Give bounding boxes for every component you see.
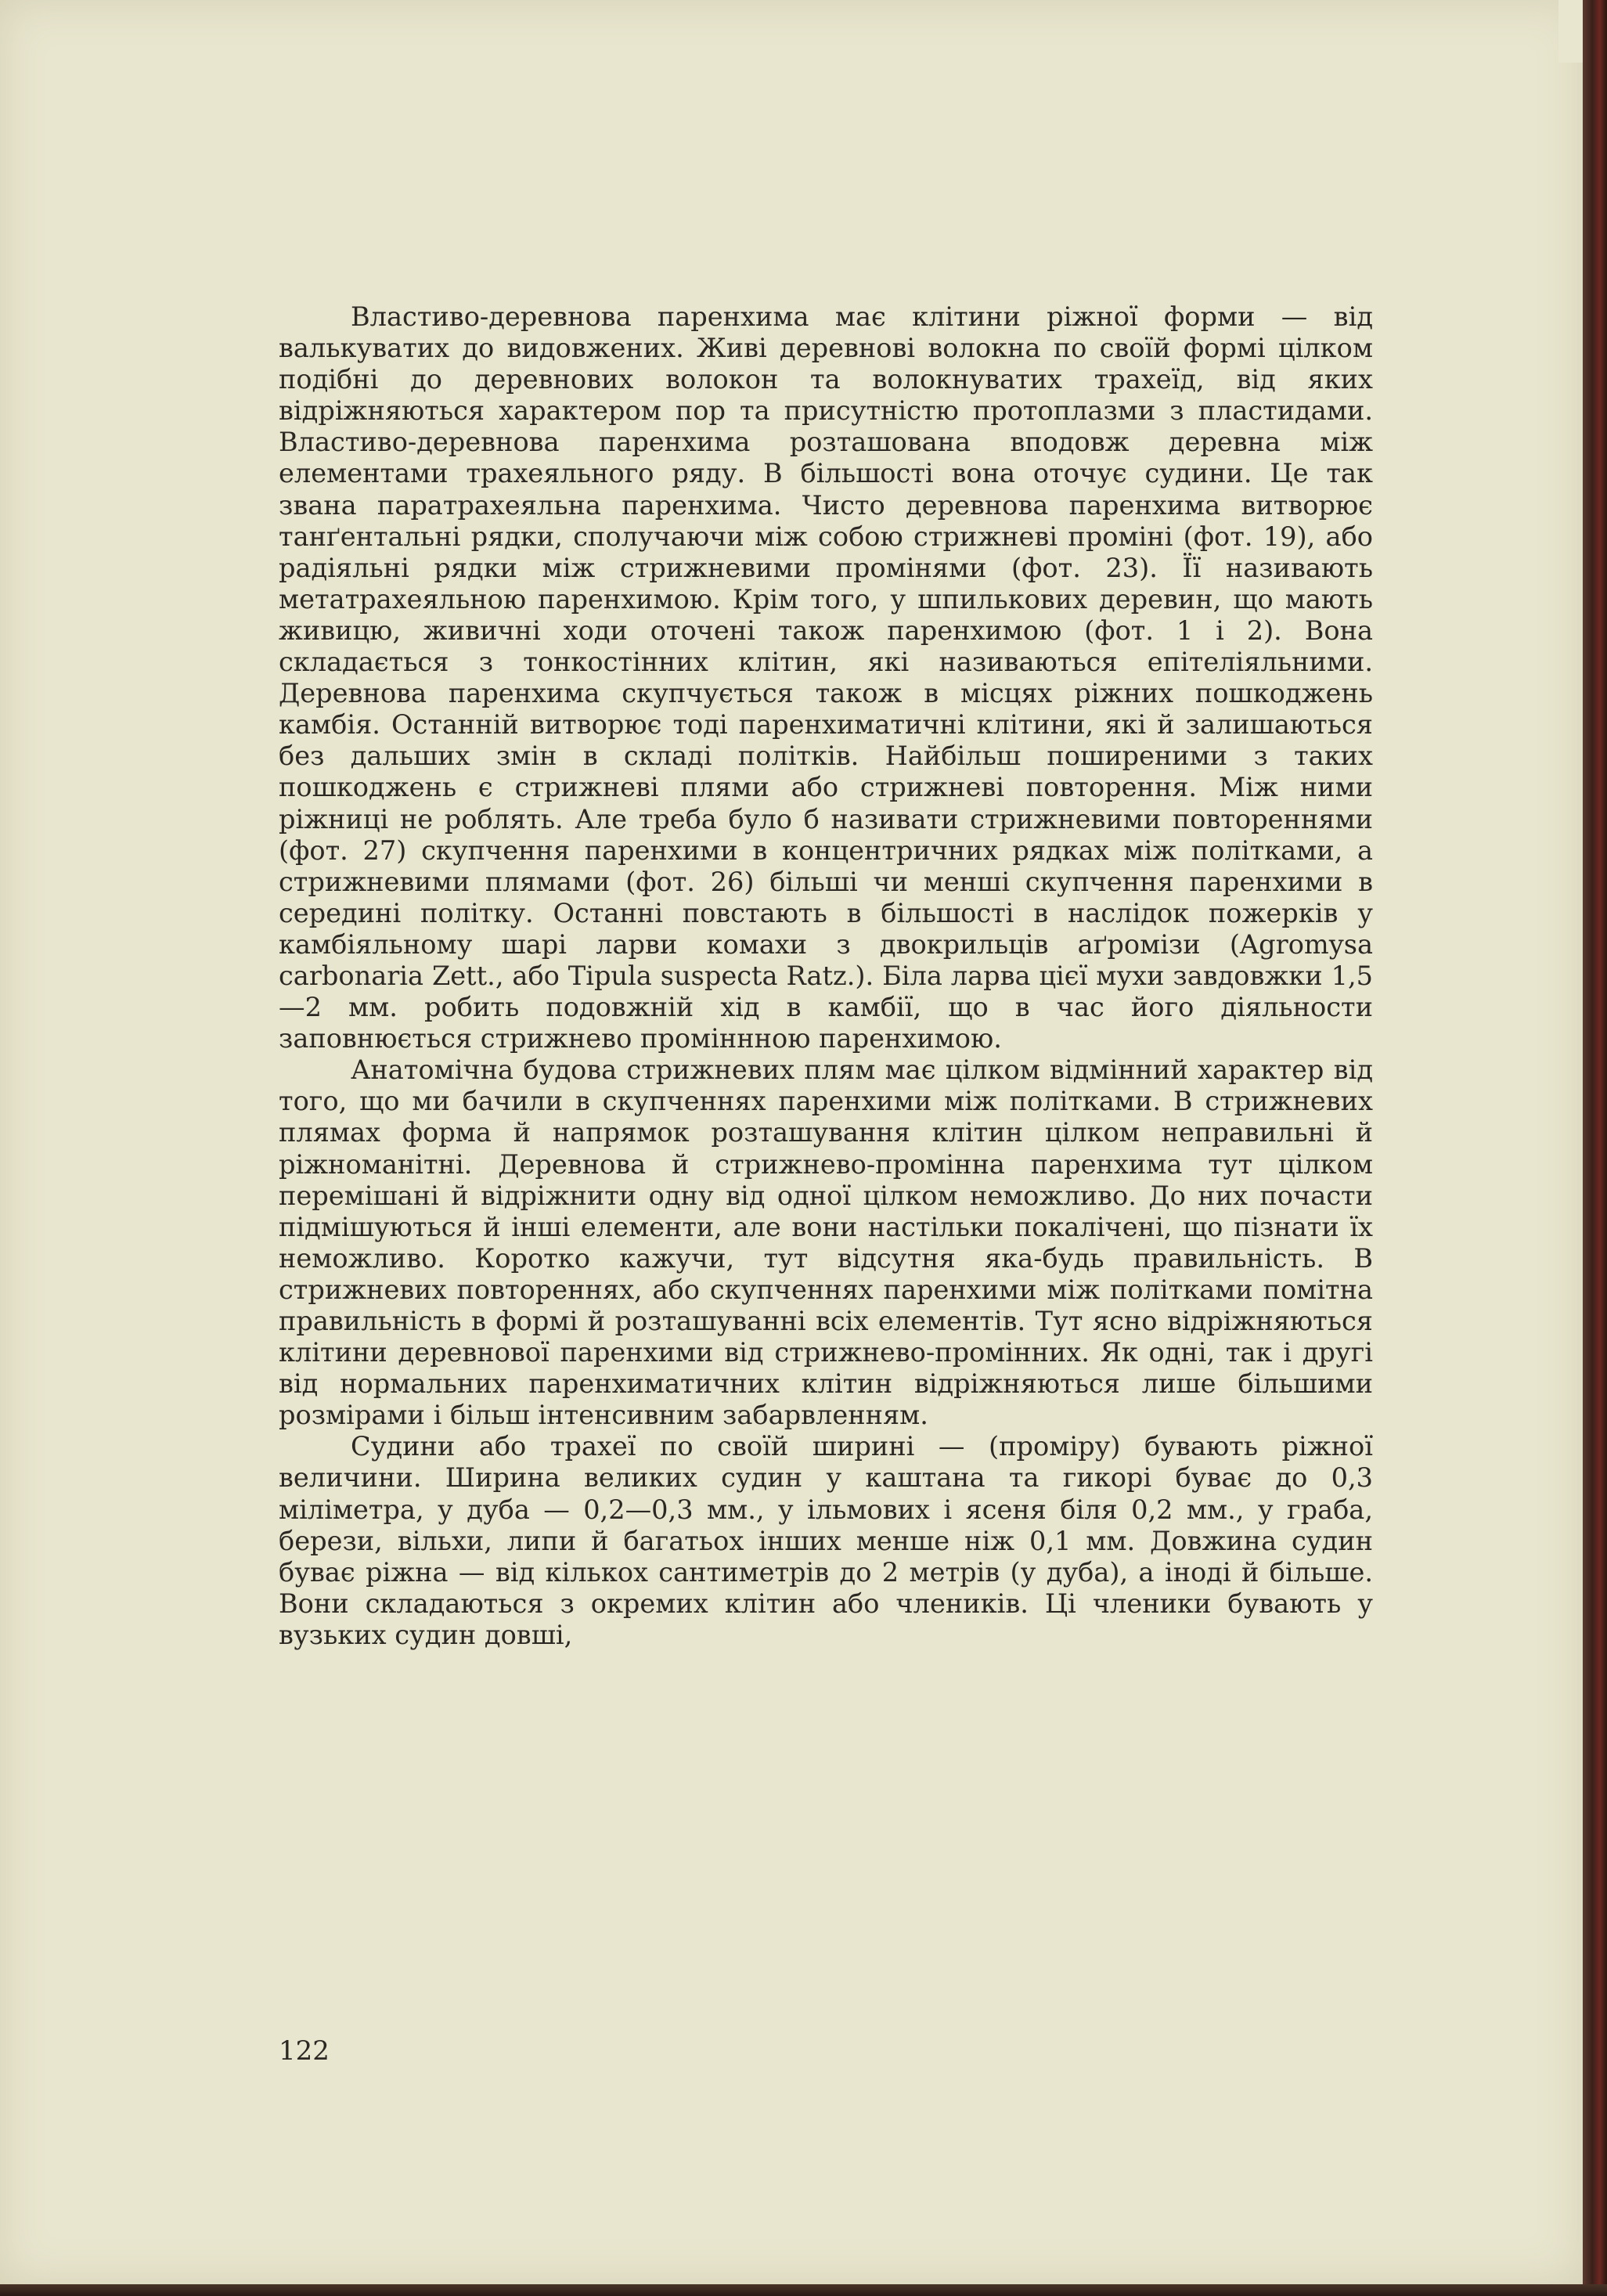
paragraph-vessels: Судини або трахеї по своїй ширині — (проміру) бувають ріжної величини. Ширина великих судин у каштана та гикорі буває до 0,3 міліметра, у дуба — 0,2—0,3 мм., у ільмових і ясеня біля 0,2 мм., у граба, берези, вільхи, липи й багатьох інших менше ніж 0,1 мм. Довжина судин буває ріжна — від кількох сантиметрів до 2 метрів (у дуба), а іноді й більше. Вони складаються з окремих клітин або члеників. Ці членики бувають у вузьких судин довші, (279, 1431, 1373, 1650)
book-cover-edge-right (1583, 0, 1607, 2296)
paragraph-parenchyma: Властиво-деревнова паренхима має клітини ріжної форми — від валькуватих до видовжених. Живі деревнові волокна по своїй формі цілком подібні до деревнових волокон та волокнуватих трахеїд, від яких відріжняються характером пор та присутністю протоплазми з пластидами. Властиво-деревнова паренхима розташована вподовж деревна між елементами трахеяльного ряду. В більшості вона оточує судини. Це так звана паратрахеяльна паренхима. Чисто деревнова паренхима витворює танґентальні рядки, сполучаючи між собою стрижневі проміні (фот. 19), або радіяльні рядки між стрижневими промінями (фот. 23). Її називають метатрахеяльною паренхимою. Крім того, у шпилькових деревин, що мають живицю, живичні ходи оточені також паренхимою (фот. 1 і 2). Вона складається з тонкостінних клітин, які називаються епітеліяльними. Деревнова паренхима скупчується також в місцях ріжних пошкоджень камбія. Останній витворює тоді паренхиматичні клітини, які й залишаються без дальших змін в складі політків. Найбільш поширеними з таких пошкоджень є стрижневі плями або стрижневі повторення. Між ними ріжниці не роблять. Але треба було б називати стрижневими повтореннями (фот. 27) скупчення паренхими в концентричних рядках між політками, а стрижневими плямами (фот. 26) більші чи менші скупчення паренхими в середині політку. Останні повстають в більшості в наслідок пожерків у камбіяльному шарі ларви комахи з двокрильців аґромізи (Agromysa carbonaria Zett., або Tipula suspecta Ratz.). Біла ларва цієї мухи завдовжки 1,5—2 мм. робить подовжній хід в камбії, що в час його діяльности заповнюється стрижнево проміннною паренхимою. (279, 301, 1373, 1054)
body-text (279, 301, 1373, 1651)
page-corner (1558, 0, 1583, 63)
page-number: 122 (279, 2035, 330, 2067)
book-cover-edge-bottom (0, 2284, 1607, 2296)
paragraph-anatomy: Анатомічна будова стрижневих плям має цілком відмінний характер від того, що ми бачили в скупченнях паренхими між політками. В стрижневих плямах форма й напрямок розташування клітин цілком неправильні й ріжноманітні. Деревнова й стрижнево-промінна паренхима тут цілком перемішані й відріжнити одну від одної цілком неможливо. До них почасти підмішуються й інші елементи, але вони настільки покалічені, що пізнати їх неможливо. Коротко кажучи, тут відсутня яка-будь правильність. В стрижневих повтореннях, або скупченнях паренхими між політками помітна правильність в формі й розташуванні всіх елементів. Тут ясно відріжняються клітини деревнової паренхими від стрижнево-промінних. Як одні, так і другі від нормальних паренхиматичних клітин відріжняються лише більшими розмірами і більш інтенсивним забарвленням. (279, 1054, 1373, 1431)
